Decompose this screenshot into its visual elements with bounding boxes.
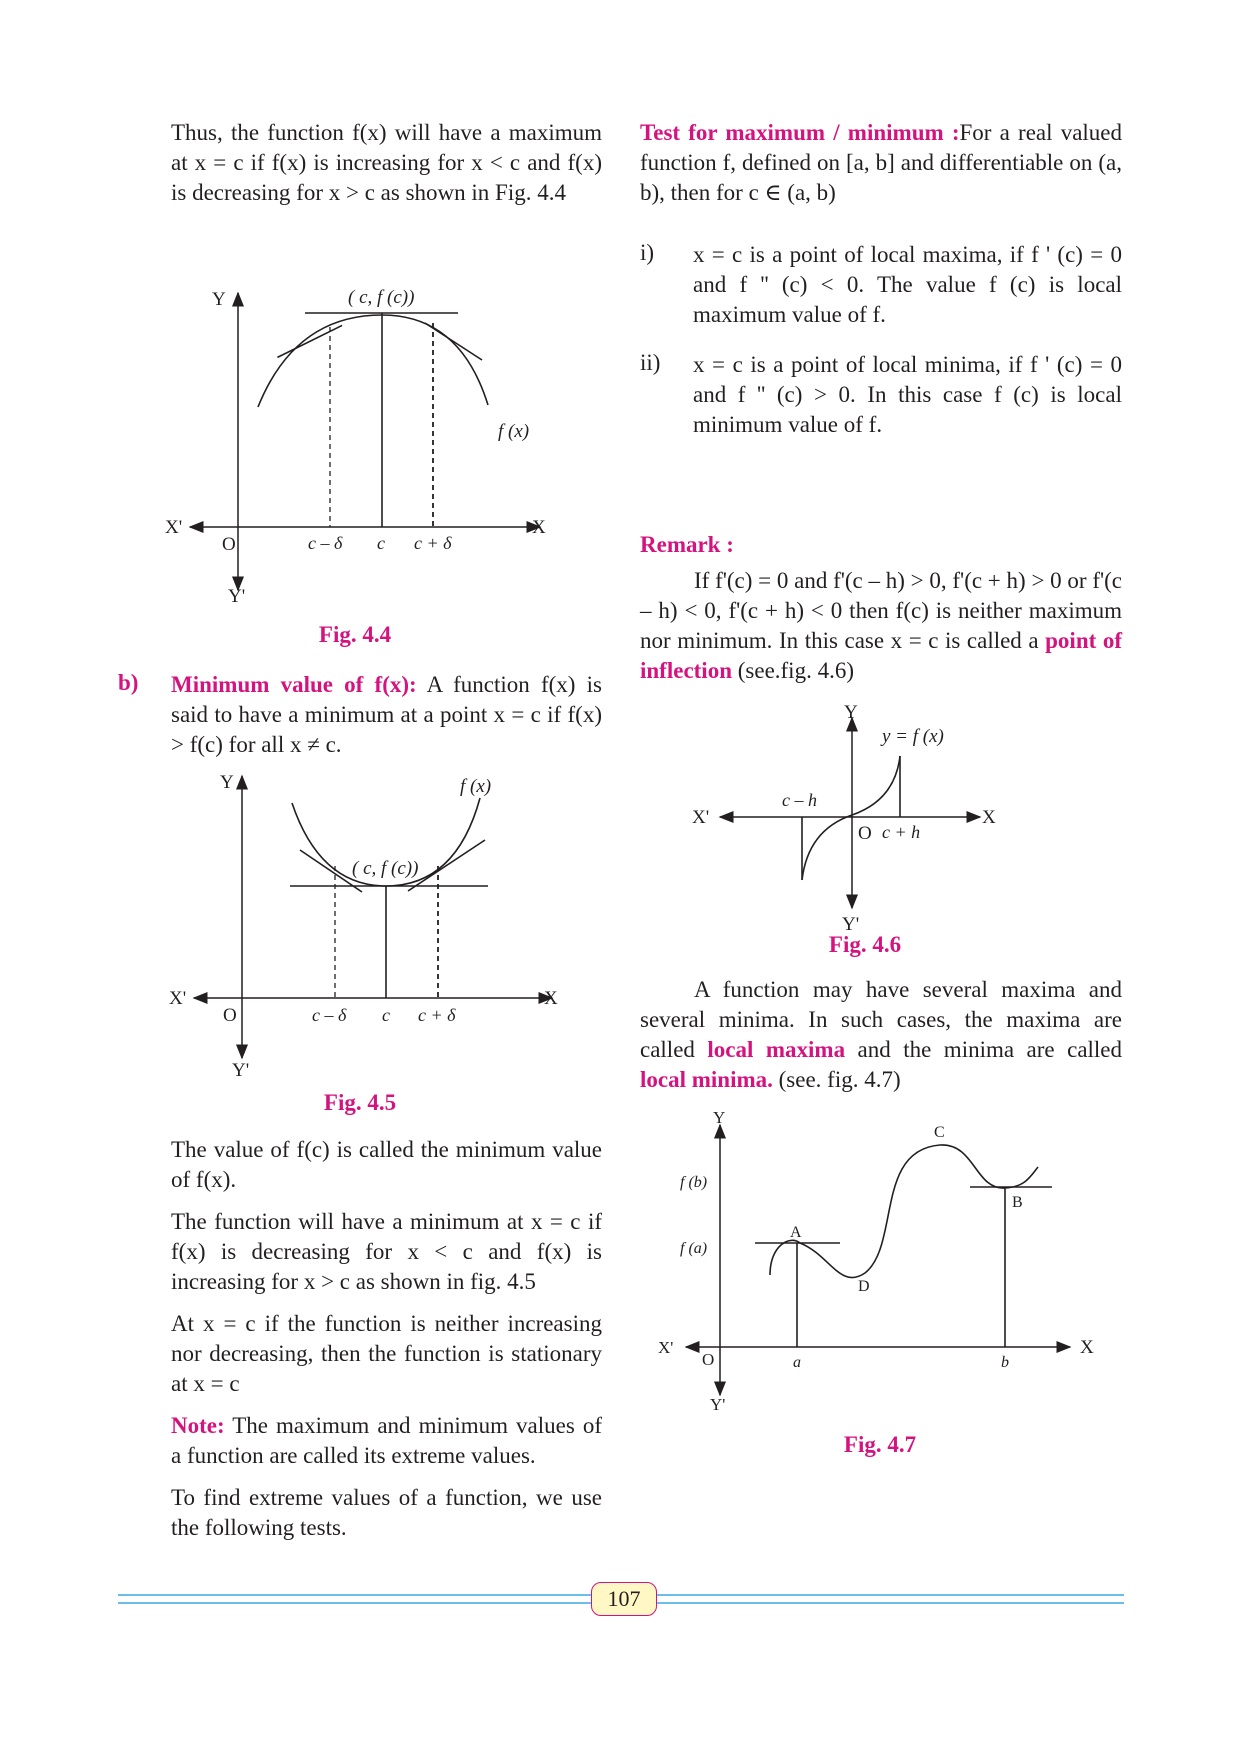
fig47-point-a: A [790, 1224, 802, 1241]
fig47-yp-label: Y' [710, 1395, 726, 1414]
fig45-caption: Fig. 4.5 [323, 1090, 397, 1115]
fig44-yp-label: Y' [228, 586, 246, 607]
fig45-x-label: X [544, 988, 558, 1009]
fig46-fn-label: y = f (x) [882, 726, 944, 747]
test-text: For a real valued function f, defined on [a, b] and differentiable on (a, b), then for c ∈ (a, b) [640, 120, 1122, 205]
fig47-tick-a: a [793, 1354, 801, 1371]
para-note [171, 1411, 602, 1471]
minimum-text: A function f(x) is said to have a minimum at a point x = c if f(x) > f(c) for all x ≠ c. [171, 672, 602, 757]
several-c: (see. fig. 4.7) [772, 1067, 901, 1092]
fig47-xp-label: X' [658, 1338, 674, 1357]
fig45-tick-c-plus: c + δ [418, 1005, 456, 1025]
fig44-tick-c-plus: c + δ [414, 533, 452, 553]
fig44-left-tangent [277, 305, 342, 377]
fig47-fb-label: f (b) [680, 1174, 708, 1191]
fig44-fx-label: f (x) [498, 421, 530, 442]
fig46-origin: O [858, 823, 872, 844]
fig45-tick-c: c [382, 1005, 390, 1025]
fig45-point-label: ( c, f (c)) [352, 858, 419, 879]
para-remark [640, 566, 1122, 686]
fig44-origin: O [222, 534, 236, 555]
item-i-label: i) [640, 240, 655, 265]
para-test [640, 118, 1122, 208]
fig45-tick-c-minus: c – δ [312, 1005, 347, 1025]
fig44-point-label: ( c, f (c)) [348, 287, 415, 308]
fig44-xp-label: X' [165, 517, 183, 538]
remark-inflection: point of inflection [640, 628, 1122, 683]
remark-heading: Remark : [640, 532, 734, 557]
several-b: and the minima are called [845, 1037, 1123, 1062]
fig46-x-label: X [982, 807, 996, 828]
fig47-origin: O [702, 1350, 715, 1369]
item-b-label: b) [118, 670, 139, 695]
fig47-point-b: B [1012, 1194, 1023, 1211]
fig44-tick-c: c [377, 533, 385, 553]
para-maximum-intro: Thus, the function f(x) will have a maximum at x = c if f(x) is increasing for x < c and f(x) is decreasing for x > c as shown in Fig. 4.4 [171, 120, 602, 205]
fig47-curve [770, 1145, 1038, 1278]
fig47-point-d: D [858, 1278, 870, 1295]
fig47-fa-label: f (a) [680, 1240, 708, 1257]
para-min-have: The function will have a minimum at x = c if f(x) is decreasing for x < c and f(x) is increasing for x > c as shown in fig. 4.5 [171, 1209, 602, 1294]
fig44-y-label: Y [212, 289, 226, 310]
fig44-caption: Fig. 4.4 [318, 622, 392, 647]
fig46-caption: Fig. 4.6 [828, 932, 902, 957]
figure-4-7 [650, 1105, 1110, 1420]
para-stationary: At x = c if the function is neither increasing nor decreasing, then the function is stationary at x = c [171, 1311, 602, 1396]
item-ii-label: ii) [640, 350, 661, 375]
fig46-ch-minus: c – h [782, 790, 817, 810]
figure-4-4 [160, 285, 560, 615]
para-min-value: The value of f(c) is called the minimum value of f(x). [171, 1137, 602, 1192]
local-minima-term: local minima. [640, 1067, 773, 1092]
local-maxima-term: local maxima [707, 1037, 846, 1062]
fig45-xp-label: X' [169, 988, 187, 1009]
figure-4-6 [690, 700, 1010, 935]
note-heading: Note: [171, 1413, 225, 1438]
fig47-caption: Fig. 4.7 [843, 1432, 917, 1457]
fig44-x-label: X [532, 517, 546, 538]
fig47-point-c: C [934, 1124, 945, 1141]
minimum-heading: Minimum value of f(x): [171, 672, 417, 697]
note-text: The maximum and minimum values of a function are called its extreme values. [171, 1413, 602, 1468]
fig45-y-label: Y [220, 772, 234, 793]
remark-end: (see.fig. 4.6) [732, 658, 854, 683]
fig47-tick-b: b [1001, 1354, 1009, 1371]
figure-4-5 [160, 768, 570, 1088]
fig44-tick-c-minus: c – δ [308, 533, 343, 553]
test-heading: Test for maximum / minimum : [640, 120, 960, 145]
fig44-curve [258, 315, 488, 407]
para-local-maxima: x = c is a point of local maxima, if f ' (c) = 0 and f '' (c) < 0. The value f (c) is local maximum value of f. [693, 242, 1122, 327]
fig46-curve [802, 756, 900, 880]
several-a: A function may have several maxima and several minima. In such cases, the maxima are called [640, 977, 1122, 1062]
fig46-ch-plus: c + h [882, 822, 921, 842]
fig47-y-label: Y [713, 1108, 726, 1127]
remark-text: If f'(c) = 0 and f'(c – h) > 0, f'(c + h) > 0 or f'(c – h) < 0, f'(c + h) < 0 then f(c) is neither maximum nor minimum. In this case x = c is called a [640, 568, 1122, 653]
fig45-fx-label: f (x) [460, 776, 492, 797]
para-several [640, 975, 1122, 1095]
fig45-right-tangent [408, 840, 485, 891]
para-local-minima: x = c is a point of local minima, if f ' (c) = 0 and f '' (c) > 0. In this case f (c) is local minimum value of f. [693, 352, 1122, 437]
fig45-origin: O [223, 1005, 237, 1026]
para-minimum-def [171, 670, 602, 760]
page-number: 107 [591, 1582, 657, 1616]
fig46-y-label: Y [844, 702, 858, 723]
fig47-x-label: X [1080, 1337, 1094, 1358]
fig45-yp-label: Y' [232, 1060, 250, 1081]
fig46-xp-label: X' [692, 807, 710, 828]
fig46-yp-label: Y' [842, 914, 860, 935]
para-find: To find extreme values of a function, we use the following tests. [171, 1485, 602, 1540]
